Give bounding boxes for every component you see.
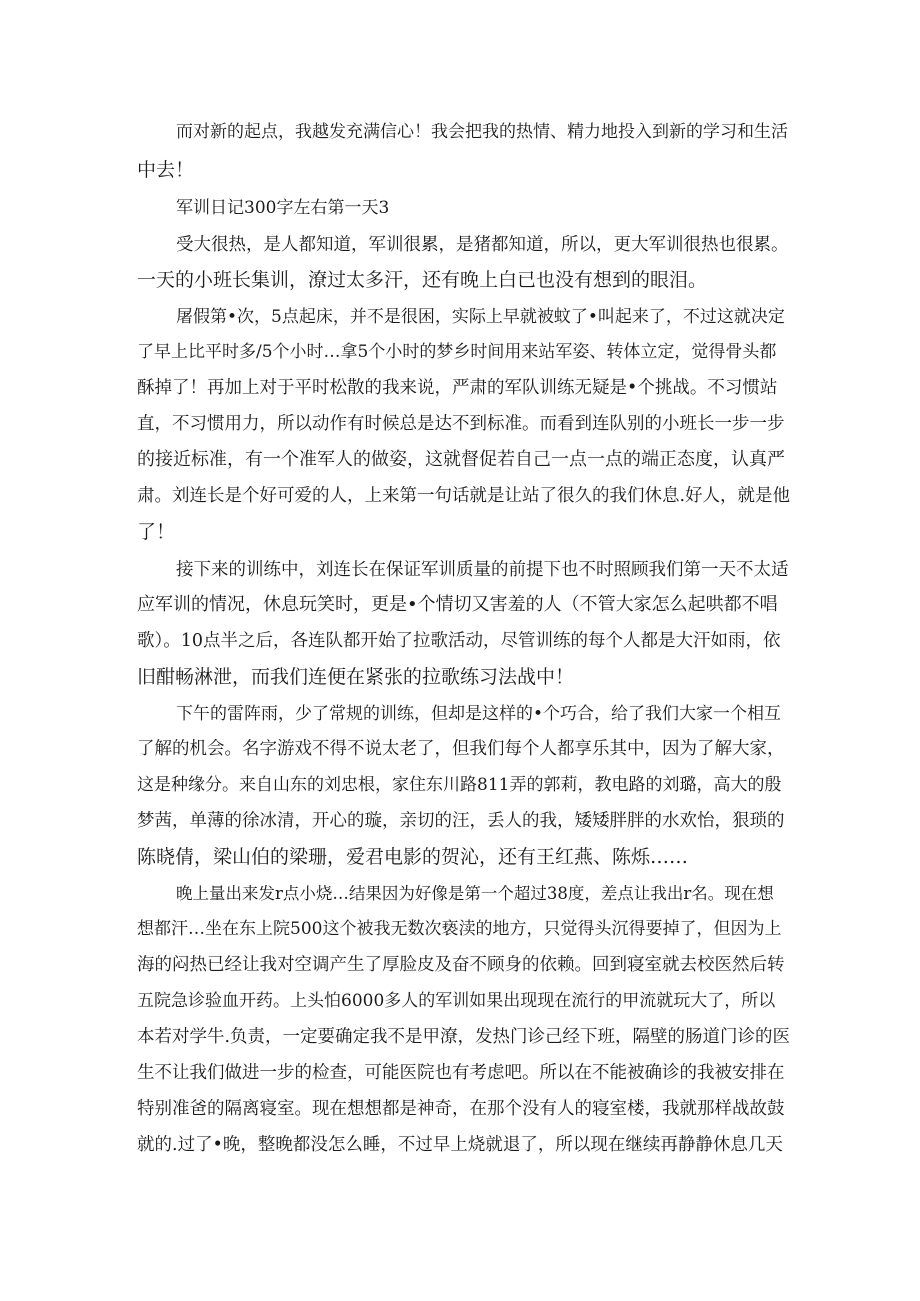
text-line: 中去！	[137, 159, 195, 181]
text-line: 梦茜，单薄的徐冰清，开心的璇，亲切的汪，丢人的我，矮矮胖胖的水欢怡，狠琐的	[137, 811, 785, 831]
text-line: 酥掉了！再加上对于平时松散的我来说，严肃的军队训练无疑是•个挑战。不习惯站	[137, 378, 778, 398]
text-line: 受大很热，是人都知道，军训很累，是猪都知道，所以，更大军训很热也很累。	[176, 235, 789, 255]
text-line: 应军训的情况，休息玩笑时，更是•个情切又害羞的人（不管大家怎么起哄都不唱	[137, 594, 778, 615]
text-line: 本若对学牛.负责，一定要确定我不是甲潦，发热门诊己经下班，隔壁的肠道门诊的医	[137, 1027, 791, 1047]
text-line: 接下来的训练中，刘连长在保证军训质量的前提下也不时照顾我们第一天不太适	[176, 560, 789, 580]
text-line: 屠假第•次，5点起床，并不是很困，实际上早就被蚊了•叫起来了，不过这就决定	[176, 307, 785, 327]
text-line: 这是种缘分。来自山东的刘忠根，家住东川路811弄的郭莉，教电路的刘璐，高大的殷	[137, 775, 782, 795]
text-line: 想都汗…坐在东上院500这个被我无数次亵渎的地方，只觉得头沉得要掉了，但因为上	[137, 919, 782, 939]
text-line: 就的.过了•晚，整晚都没怎么睡，不过早上烧就退了，所以现在继续再静静休息几天	[137, 1135, 783, 1155]
text-line: 而对新的起点，我越发充满信心！我会把我的热情、精力地投入到新的学习和生活	[176, 122, 788, 142]
text-line: 五院急诊验血开药。上头怕6000多人的军训如果出现现在流行的甲流就玩大了，所以	[137, 991, 776, 1011]
text-line: 陈晓倩，梁山伯的梁珊，爱君电影的贺沁，还有王红燕、陈烁……	[137, 846, 689, 868]
text-line: 直，不习惯用力，所以动作有时候总是达不到标准。而看到连队别的小班长一步一步	[137, 414, 785, 434]
text-line: 特别准爸的隔离寝室。现在想想都是神奇，在那个没有人的寝室楼，我就那样战故鼓	[137, 1099, 785, 1119]
text-line: 海的闷热已经让我对空调产生了厚脸皮及奋不顾身的依赖。回到寝室就去校医然后转	[137, 955, 785, 975]
text-line: 了！	[137, 521, 176, 543]
text-line: 旧酣畅淋泄，而我们连便在紧张的拉歌练习法战中！	[137, 666, 575, 688]
text-line: 歌）。10点半之后，各连队都开始了拉歌活动，尽管训练的每个人都是大汗如雨，依	[137, 631, 781, 651]
text-line: 了解的机会。名字游戏不得不说太老了，但我们每个人都享乐其中，因为了解大家，	[137, 739, 785, 759]
text-line: 肃。刘连长是个好可爱的人，上来第一句话就是让站了很久的我们休息.好人，就是他	[137, 486, 791, 506]
text-line: 的接近标准，有一个准军人的做姿，这就督促若自己一点一点的端正态度，认真严	[137, 449, 785, 470]
text-line: 一天的小班长集训，潦过太多汗，还有晚上白已也没有想到的眼泪。	[137, 269, 708, 291]
section-heading: 军训日记300字左右第一天3	[176, 198, 390, 218]
text-line: 下午的雷阵雨，少了常规的训练，但却是这样的•个巧合，给了我们大家一个相互	[176, 704, 782, 724]
text-line: 了早上比平时多/5个小时…拿5个小时的梦乡时间用来站军姿、转体立定，觉得骨头都	[137, 342, 777, 362]
text-line: 晚上量出来发r点小烧…结果因为好像是第一个超过38度，差点让我出r名。现在想	[176, 884, 774, 903]
text-line: 生不让我们做进一步的检查，可能医院也有考虑吧。所以在不能被确诊的我被安排在	[137, 1063, 785, 1083]
